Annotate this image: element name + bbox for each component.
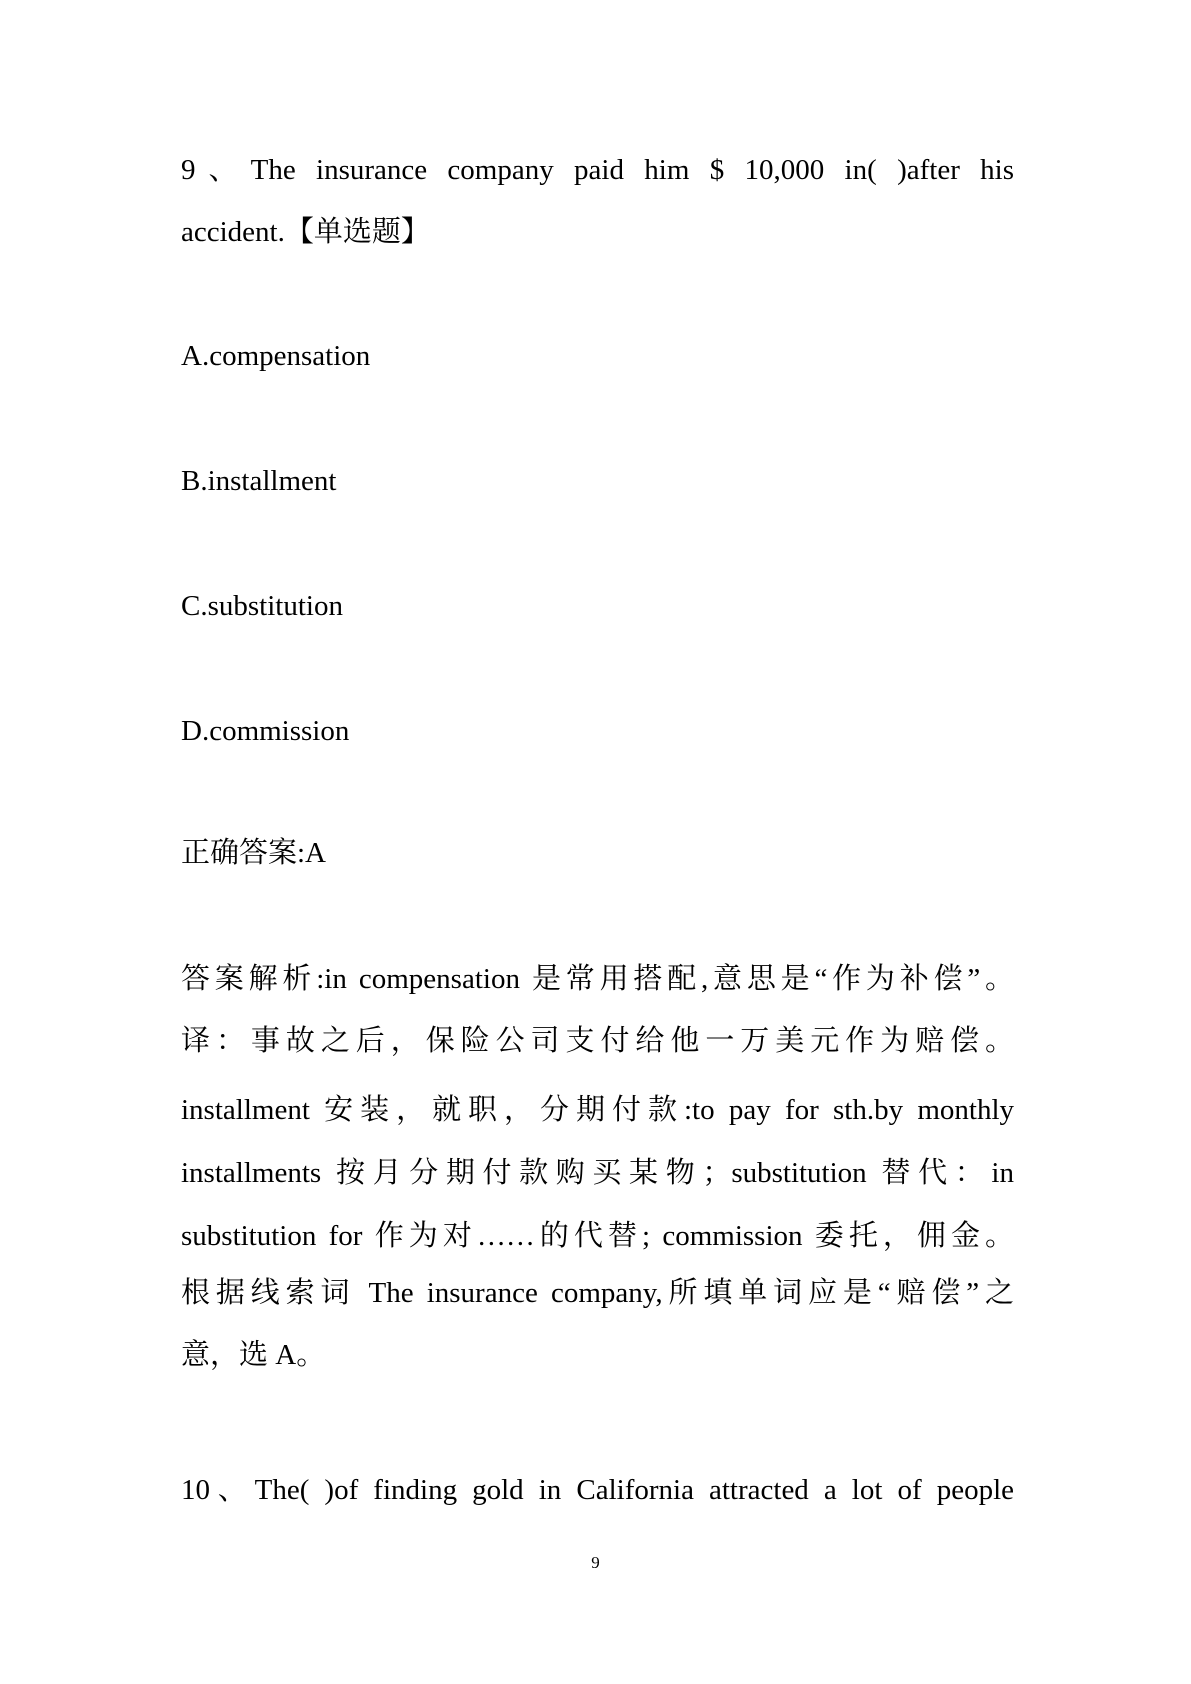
option-d: D.commission (181, 715, 350, 747)
explanation-line-2: 译：事故之后，保险公司支付给他一万美元作为赔偿。 (181, 1025, 1014, 1057)
explanation-line-6: 根据线索词 The insurance company,所填单词应是“赔偿”之 (181, 1277, 1014, 1309)
option-b: B.installment (181, 465, 337, 497)
correct-answer: 正确答案:A (181, 837, 327, 869)
explanation-line-4: installments 按月分期付款购买某物；substitution 替代：in (181, 1157, 1014, 1189)
explanation-line-1: 答案解析:in compensation 是常用搭配,意思是“作为补偿”。 (181, 963, 1014, 995)
explanation-line-5: substitution for 作为对……的代替; commission 委托，佣金。 (181, 1220, 1014, 1252)
option-c: C.substitution (181, 590, 343, 622)
question-9-stem-line-2: accident.【单选题】 (181, 216, 430, 248)
page-number: 9 (591, 1553, 600, 1572)
question-9-stem-line-1: 9、The insurance company paid him $ 10,000 in( )after his (181, 154, 1014, 186)
explanation-line-3: installment 安装，就职，分期付款:to pay for sth.by monthly (181, 1094, 1014, 1126)
explanation-line-7: 意，选 A。 (181, 1339, 326, 1371)
question-10-stem-line-1: 10、The( )of finding gold in California attracted a lot of people (181, 1474, 1014, 1506)
option-a: A.compensation (181, 340, 371, 372)
